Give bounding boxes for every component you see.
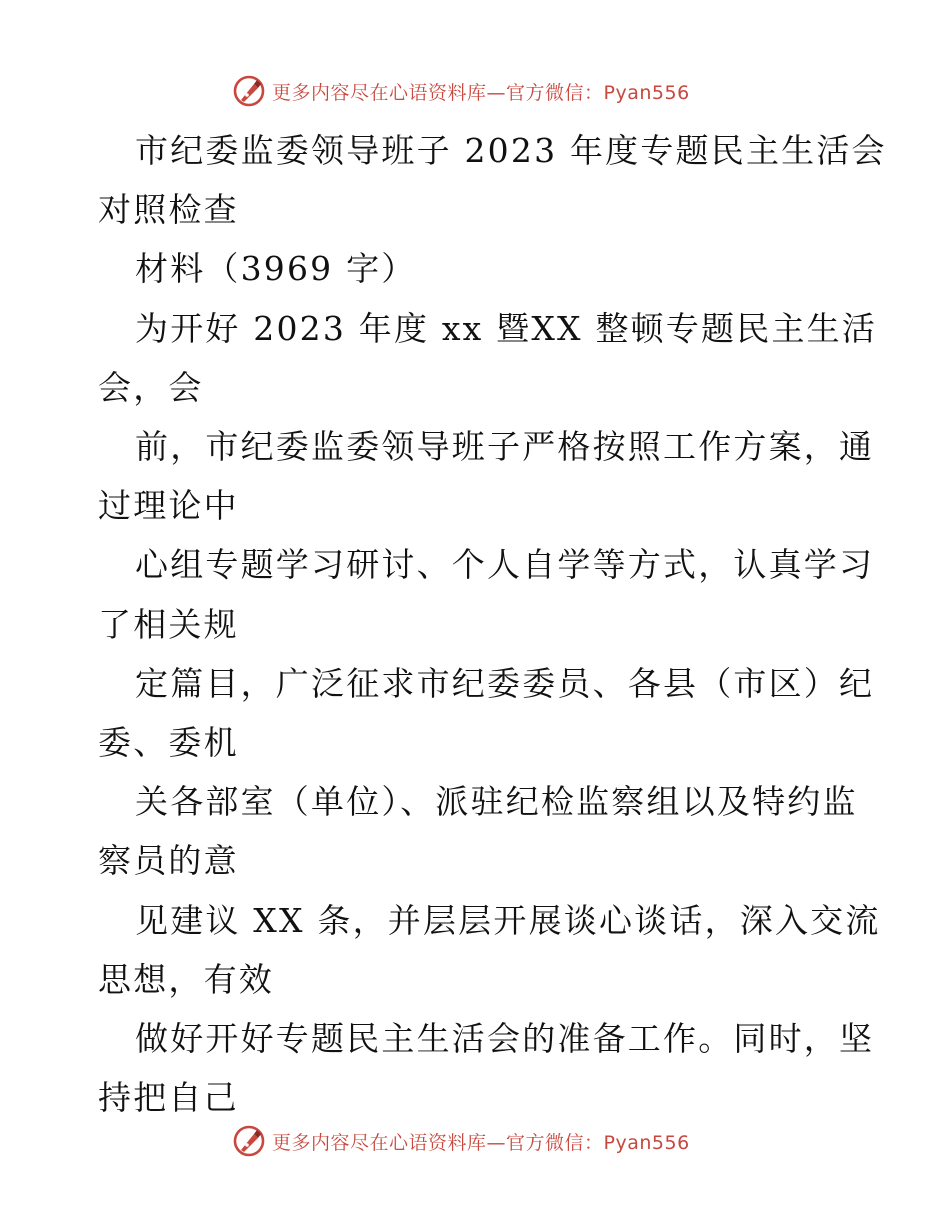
watermark-text: 更多内容尽在心语资料库—官方微信：Pyan556 (272, 1131, 690, 1154)
document-line: 察员的意 (98, 841, 239, 881)
document-line: 定篇目，广泛征求市纪委委员、各县（市区）纪 (135, 663, 875, 703)
document-line: 见建议 XX 条，并层层开展谈心谈话，深入交流 (135, 900, 881, 940)
footer-watermark (0, 1120, 950, 1160)
document-line: 了相关规 (98, 604, 239, 644)
document-line: 心组专题学习研讨、个人自学等方式，认真学习 (135, 545, 875, 585)
document-line: 持把自己 (98, 1078, 239, 1118)
watermark-text: 更多内容尽在心语资料库—官方微信：Pyan556 (272, 81, 690, 104)
document-line: 委、委机 (98, 723, 239, 762)
header-watermark (0, 70, 950, 110)
document-line: 材料（3969 字） (135, 249, 417, 289)
document-line: 做好开好专题民主生活会的准备工作。同时，坚 (135, 1019, 875, 1058)
document-line: 前，市纪委监委领导班子严格按照工作方案，通 (135, 427, 875, 466)
document-line: 会，会 (98, 367, 204, 407)
document-line: 对照检查 (98, 190, 239, 230)
document-line: 为开好 2023 年度 xx 暨XX 整顿专题民主生活 (135, 308, 878, 348)
pen-logo-icon (232, 1124, 266, 1158)
document-line: 思想，有效 (98, 959, 274, 999)
document-line: 关各部室（单位）、派驻纪检监察组以及特约监 (135, 782, 858, 822)
document-line: 市纪委监委领导班子 2023 年度专题民主生活会 (135, 131, 887, 170)
pen-logo-icon (232, 74, 266, 108)
document-line: 过理论中 (98, 486, 239, 526)
